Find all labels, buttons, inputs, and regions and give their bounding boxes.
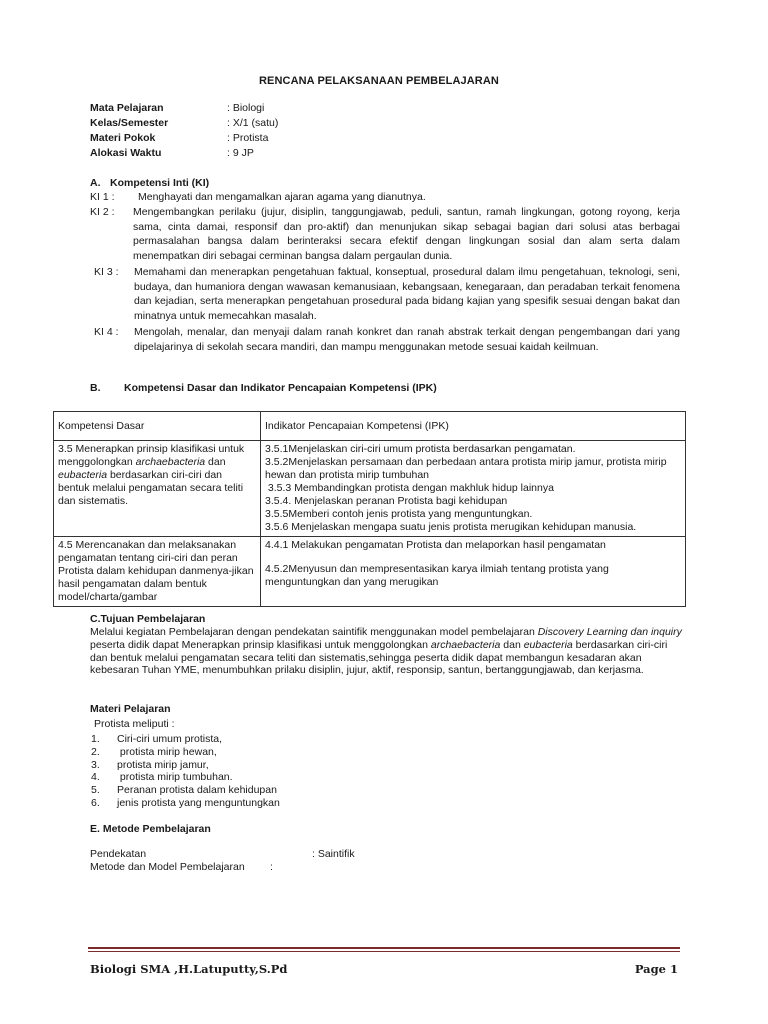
materi-intro: Protista meliputi : [94,718,175,730]
section-e-title: E. Metode Pembelajaran [90,823,211,835]
table-row [54,537,686,607]
list-text: Ciri-ciri umum protista, [117,733,223,745]
ipk-item: 3.5.5Memberi contoh jenis protista yang menguntungkan. [265,508,533,520]
list-number: 3. [91,759,100,771]
table-row [54,441,686,537]
kd-text: dan [205,456,226,468]
info-value: : X/1 (satu) [227,117,279,129]
ki-2 [90,205,680,265]
list-number: 2. [91,746,100,758]
ki-4 [94,325,680,370]
section-c-text [90,626,682,677]
kd-cell [54,441,261,537]
list-item [91,746,217,759]
method-value: : [270,861,273,873]
ipk-item: 3.5.4. Menjelaskan peranan Protista bagi kehidupan [265,495,508,507]
list-number: 5. [91,784,100,796]
ki-code: KI 4 : [94,326,119,338]
list-item [91,771,233,784]
list-item [91,784,277,797]
kd-text: 3.5 Menerapkan prinsip klasifikasi untuk menggolongkan [58,443,245,468]
section-a-letter: A. [90,177,101,189]
goal-term-eubacteria: eubacteria [523,638,573,651]
list-text: jenis protista yang menguntungkan [117,797,280,809]
table-header-row [54,412,686,441]
kd-term-eubacteria: eubacteria [58,469,108,481]
info-value: : Protista [227,132,269,144]
list-text: protista mirip tumbuhan. [117,771,233,783]
ipk-spacer [265,552,681,563]
info-value: : Biologi [227,102,265,114]
footer-page-number: Page 1 [634,962,678,976]
goal-text: berdasarkan ciri-ciri dan bentuk melalui pengamatan secara teliti dan sistematis,sehingga peserta didik dapat membangun kesadaran akan kebesaran Tuhan YME, menumbuhkan prilaku disiplin, jujur, aktif, responsip, santun, bertanggungjawab, dan kerjasma. [90,638,668,677]
ki-text: Menghayati dan mengamalkan ajaran agama yang dianutnya. [138,191,426,203]
info-value: : 9 JP [227,147,254,159]
ipk-cell [261,441,686,537]
ipk-cell [261,537,686,607]
list-item [91,797,280,810]
method-label: Metode dan Model Pembelajaran [90,861,245,873]
list-text: Peranan protista dalam kehidupan [117,784,277,796]
list-number: 1. [91,733,100,745]
ipk-item: 3.5.1Menjelaskan ciri-ciri umum protista berdasarkan pengamatan. [265,443,576,455]
approach-label: Pendekatan [90,848,147,860]
footer-author: Biologi SMA ,H.Latuputty,S.Pd [90,962,288,976]
footer-rule [88,947,680,949]
ki-text: Mengolah, menalar, dan menyaji dalam ranah konkret dan ranah abstrak terkait dengan pengembangan dari yang dipelajarinya di sekolah secara mandiri, dan mampu menggunakan metode sesuai kaidah keilmuan. [134,326,680,353]
page-title: RENCANA PELAKSANAAN PEMBELAJARAN [259,75,499,87]
ki-code: KI 3 : [94,266,119,278]
goal-text: Melalui kegiatan Pembelajaran dengan pendekatan saintifik menggunakan model pembelajaran [90,626,538,638]
ki-code: KI 1 : [90,191,115,203]
ki-1 [90,190,680,205]
goal-text: dan [500,638,524,651]
info-label: Kelas/Semester [90,117,169,129]
info-label: Materi Pokok [90,132,156,144]
approach-value: : Saintifik [312,848,355,860]
table-header-ipk: Indikator Pencapaian Kompetensi (IPK) [261,412,686,441]
kd-text: berdasarkan ciri-ciri dan bentuk melalui pengamatan secara teliti dan sistematis. [58,469,244,507]
kd-text: 4.5 Merencanakan dan melaksanakan pengamatan tentang ciri-ciri dan peran Protista dalam kehidupan danmenya-jikan hasil pengamatan dalam bentuk model/charta/gambar [58,539,254,603]
section-c-title: C.Tujuan Pembelajaran [90,613,206,625]
ipk-item: 3.5.3 Membandingkan protista dengan makhluk hidup lainnya [265,482,554,494]
list-number: 6. [91,797,100,809]
table-header-kd: Kompetensi Dasar [54,412,261,441]
goal-text: peserta didik dapat Menerapkan prinsip klasifikasi untuk menggolongkan [90,638,431,651]
materi-title: Materi Pelajaran [90,703,171,715]
list-text: protista mirip hewan, [117,746,217,758]
ki-code: KI 2 : [90,206,115,218]
ki-3 [94,265,680,325]
goal-model: Discovery Learning dan inquiry [537,626,682,638]
section-b-letter: B. [90,382,101,394]
info-label: Mata Pelajaran [90,102,164,114]
list-item [91,733,222,746]
kd-term-archaebacteria: archaebacteria [135,456,206,468]
kd-ipk-table [53,411,686,607]
goal-term-archaebacteria: archaebacteria [430,638,501,651]
ipk-item: 3.5.6 Menjelaskan mengapa suatu jenis protista merugikan kehidupan manusia. [265,521,637,533]
ipk-item: 3.5.2Menjelaskan persamaan dan perbedaan antara protista mirip jamur, protista mirip hewan dan protista mirip tumbuhan [265,456,667,481]
ki-text: Memahami dan menerapkan pengetahuan faktual, konseptual, prosedural dalam ilmu pengetahuan, teknologi, seni, budaya, dan humaniora dengan wawasan kemanusiaan, kebangsaan, kenegaraan, dan peradaban terkait fenomena dan kejadian, serta menerapkan pengetahuan prosedural pada bidang kajian yang spesifik sesuai dengan bakat dan minatnya untuk memecahkan masalah. [134,266,680,322]
info-label: Alokasi Waktu [90,147,162,159]
kd-cell [54,537,261,607]
section-b-title: Kompetensi Dasar dan Indikator Pencapaian Kompetensi (IPK) [124,382,437,394]
ki-text: Mengembangkan perilaku (jujur, disiplin, tanggungjawab, peduli, santun, ramah lingkungan, gotong royong, kerja sama, cinta damai, responsif dan pro-aktif) dan menunjukan sikap sebagai bagian dari solusi atas berbagai permasalahan bangsa dalam berinteraksi secara efektif dengan lingkungan sosial dan alam serta dalam menempatkan diri sebagai cerminan bangsa dalam pergaulan dunia. [133,206,680,262]
section-a-title: Kompetensi Inti (KI) [110,177,210,189]
ipk-item: 4.5.2Menyusun dan mempresentasikan karya ilmiah tentang protista yang menguntungkan dan yang merugikan [265,563,609,588]
list-text: protista mirip jamur, [117,759,209,771]
ipk-item: 4.4.1 Melakukan pengamatan Protista dan melaporkan hasil pengamatan [265,539,606,551]
footer-rule [88,951,680,952]
list-number: 4. [91,771,100,783]
